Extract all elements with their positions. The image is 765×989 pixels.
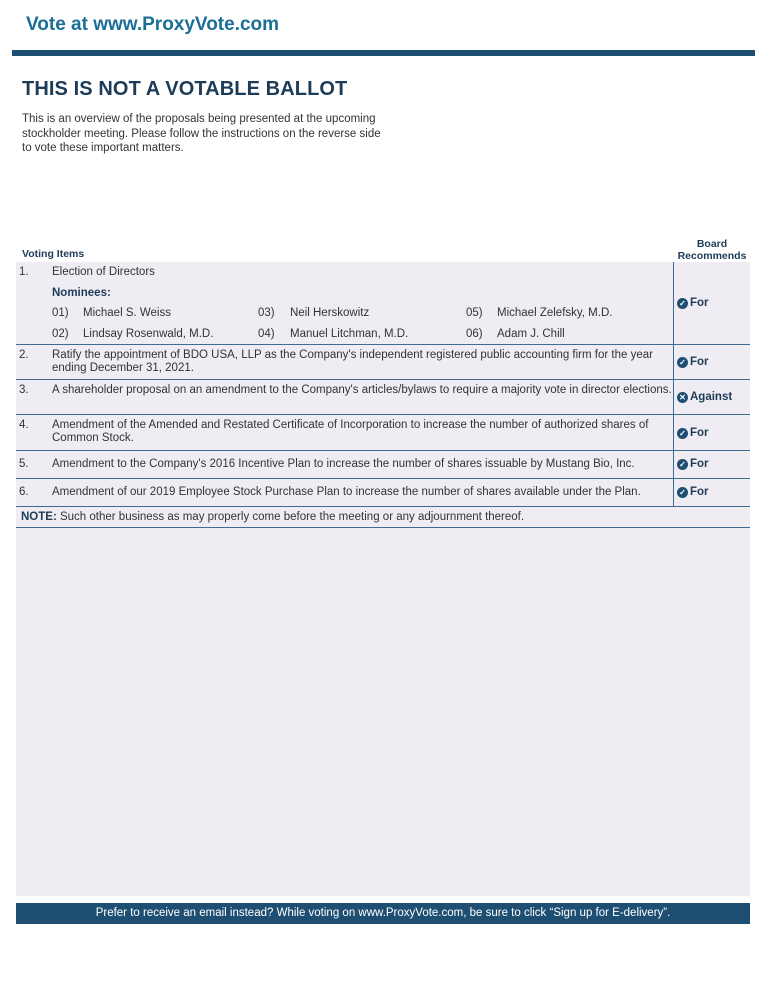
note-label: NOTE: — [21, 511, 57, 523]
x-icon: ✕ — [677, 392, 688, 403]
proxyvote-link[interactable]: Vote at www.ProxyVote.com — [26, 14, 280, 35]
nominee-name: Adam J. Chill — [497, 328, 565, 340]
row-divider — [16, 379, 750, 380]
item-text: Election of Directors — [52, 266, 155, 278]
item-text: Amendment of the Amended and Restated Certificate of Incorporation to increase the number of authorized shares of Common Stock. — [52, 419, 649, 444]
check-icon: ✓ — [677, 487, 688, 498]
header-rule — [12, 50, 755, 56]
row-divider — [16, 414, 750, 415]
board-recommendation — [677, 391, 732, 403]
nominee-name: Neil Herskowitz — [290, 307, 370, 319]
voting-items-header: Voting Items — [22, 248, 85, 260]
recommendation-label: For — [690, 427, 709, 439]
nominee-name: Michael S. Weiss — [83, 307, 171, 319]
board-recommendation — [677, 458, 709, 470]
board-recommendation — [677, 356, 709, 368]
note — [21, 511, 524, 523]
board-recommendation — [677, 486, 709, 498]
nominee-number: 02) — [52, 328, 69, 340]
nominee-number: 04) — [258, 328, 275, 340]
check-icon: ✓ — [677, 428, 688, 439]
nominee-name: Michael Zelefsky, M.D. — [497, 307, 613, 319]
item-number: 6. — [19, 486, 29, 498]
item-text: A shareholder proposal on an amendment to the Company's articles/bylaws to require a majority vote in director elections. — [52, 384, 672, 396]
item-number: 1. — [19, 266, 29, 278]
recommendation-label: For — [690, 486, 709, 498]
row-divider — [16, 478, 750, 479]
row-divider — [16, 506, 750, 507]
item-text: Ratify the appointment of BDO USA, LLP as the Company's independent registered public accounting firm for the year ending December 31, 2021. — [52, 349, 653, 374]
column-divider — [673, 262, 674, 506]
nominee-number: 01) — [52, 307, 69, 319]
recommendation-label: For — [690, 356, 709, 368]
item-number: 4. — [19, 419, 29, 431]
note-text: Such other business as may properly come before the meeting or any adjournment thereof. — [59, 511, 525, 523]
nominee-name: Lindsay Rosenwald, M.D. — [83, 328, 214, 340]
e-delivery-banner: Prefer to receive an email instead? While voting on www.ProxyVote.com, be sure to click “Sign up for E-delivery”. — [16, 903, 750, 924]
item-number: 5. — [19, 458, 29, 470]
nominees-heading: Nominees: — [52, 287, 111, 299]
check-icon: ✓ — [677, 459, 688, 470]
row-divider — [16, 527, 750, 528]
nominee-number: 06) — [466, 328, 483, 340]
page-title: THIS IS NOT A VOTABLE BALLOT — [22, 78, 348, 100]
check-icon: ✓ — [677, 357, 688, 368]
intro-text: This is an overview of the proposals being presented at the upcoming stockholder meeting. Please follow the instructions on the reverse side to vote these important matters. — [22, 113, 381, 154]
board-recommends-header: Board Recommends — [677, 238, 747, 262]
item-text: Amendment to the Company's 2016 Incentive Plan to increase the number of shares issuable by Mustang Bio, Inc. — [52, 458, 635, 470]
recommendation-label: For — [690, 297, 709, 309]
nominee-name: Manuel Litchman, M.D. — [290, 328, 409, 340]
nominee-number: 05) — [466, 307, 483, 319]
item-number: 2. — [19, 349, 29, 361]
recommendation-label: Against — [690, 391, 733, 403]
nominee-number: 03) — [258, 307, 275, 319]
board-recommendation — [677, 297, 709, 309]
item-number: 3. — [19, 384, 29, 396]
row-divider — [16, 450, 750, 451]
item-text: Amendment of our 2019 Employee Stock Purchase Plan to increase the number of shares available under the Plan. — [52, 486, 641, 498]
row-divider — [16, 344, 750, 345]
check-icon: ✓ — [677, 298, 688, 309]
board-recommendation — [677, 427, 709, 439]
recommendation-label: For — [690, 458, 709, 470]
